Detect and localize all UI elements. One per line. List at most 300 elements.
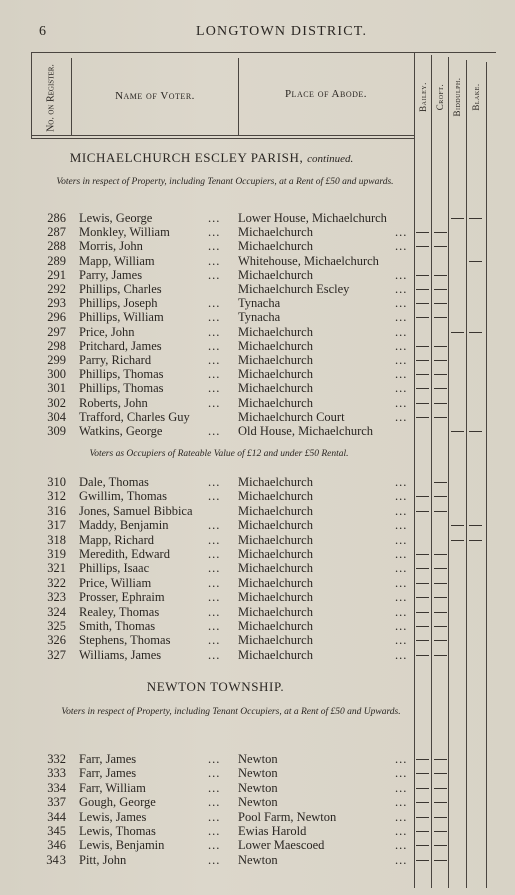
leader-dots: ... — [208, 780, 221, 795]
vote-mark — [451, 431, 464, 432]
voter-name: Pritchard, James — [79, 338, 162, 353]
voter-name: Williams, James — [79, 647, 162, 662]
vote-mark — [416, 568, 429, 569]
register-number: 316 — [47, 503, 66, 518]
voter-row — [0, 752, 515, 766]
leader-dots: ... — [208, 561, 221, 576]
voter-name: Trafford, Charles Guy — [79, 409, 190, 424]
register-number: 319 — [47, 547, 66, 561]
leader-dots: ... — [208, 809, 221, 824]
place-of-abode: Michaelchurch — [238, 239, 313, 254]
register-number: 34 3 — [46, 852, 66, 867]
voter-name: Farr, James — [79, 766, 137, 781]
leader-dots: ... — [395, 282, 408, 296]
vote-mark — [416, 788, 429, 789]
vote-mark — [434, 568, 447, 569]
voter-name: Phillips, William — [79, 310, 164, 325]
voter-name: Lewis, Thomas — [79, 824, 156, 838]
vote-mark — [416, 275, 429, 276]
vote-mark — [434, 626, 447, 627]
place-of-abode: Michaelchurch — [238, 381, 313, 396]
vote-mark — [416, 583, 429, 584]
leader-dots: ... — [395, 838, 408, 853]
qualification-rateable-value: Voters as Occupiers of Rateable Value of £12 and under £50 Rental. — [89, 449, 349, 459]
place-of-abode: Newton — [238, 780, 278, 795]
register-number: 327 — [47, 647, 66, 662]
voter-name: Jones, Samuel Bibbica — [79, 503, 193, 518]
leader-dots: ... — [208, 838, 221, 853]
voter-name: Meredith, Edward — [79, 547, 170, 561]
vote-mark — [434, 346, 447, 347]
voter-name: Farr, James — [79, 752, 137, 766]
place-of-abode: Michaelchurch — [238, 604, 313, 619]
header-bottom-rule — [31, 135, 414, 136]
voter-name: Dale, Thomas — [79, 475, 149, 489]
voter-row — [0, 225, 515, 239]
leader-dots: ... — [208, 225, 221, 240]
vote-mark — [416, 317, 429, 318]
register-number: 293 — [47, 296, 66, 311]
leader-dots: ... — [208, 824, 221, 838]
vote-mark — [469, 431, 482, 432]
section-title-michaelchurch: MICHAELCHURCH ESCLEY PARISH, continued. — [69, 150, 354, 165]
leader-dots: ... — [208, 766, 221, 781]
vote-mark — [416, 374, 429, 375]
voter-row — [0, 211, 515, 225]
register-number: 289 — [47, 253, 66, 268]
vote-mark — [469, 332, 482, 333]
voter-row — [0, 633, 515, 647]
leader-dots: ... — [208, 633, 221, 648]
register-number: 304 — [47, 409, 66, 424]
vote-mark — [469, 525, 482, 526]
voter-row — [0, 296, 515, 310]
leader-dots: ... — [208, 353, 221, 367]
candidate-header-bailey: Bailey. — [418, 82, 428, 112]
vote-mark — [434, 246, 447, 247]
vote-mark — [434, 640, 447, 641]
district-title: LONGTOWN DISTRICT. — [196, 24, 368, 39]
leader-dots: ... — [208, 575, 221, 590]
leader-dots: ... — [208, 532, 221, 547]
register-number: 309 — [47, 424, 66, 438]
leader-dots: ... — [208, 852, 221, 867]
register-number: 332 — [47, 752, 66, 766]
register-number: 317 — [47, 518, 66, 533]
leader-dots: ... — [208, 395, 221, 410]
qualification-newton-property: Voters in respect of Property, including Tenant Occupiers, at a Rent of £50 and Upwards. — [61, 707, 401, 717]
vote-mark — [469, 218, 482, 219]
vote-mark — [469, 261, 482, 262]
voter-name: Stephens, Thomas — [79, 633, 171, 648]
register-number: 326 — [47, 633, 66, 648]
header-top-rule — [31, 52, 496, 53]
register-number: 286 — [47, 211, 66, 225]
place-of-abode: Michaelchurch — [238, 647, 313, 662]
place-of-abode: Old House, Michaelchurch — [238, 424, 374, 438]
place-of-abode: Michaelchurch — [238, 489, 313, 504]
vote-mark — [451, 540, 464, 541]
register-number: 298 — [47, 338, 66, 353]
vote-mark — [416, 346, 429, 347]
place-of-abode: Michaelchurch — [238, 367, 313, 382]
place-of-abode: Newton — [238, 795, 278, 810]
place-of-abode: Pool Farm, Newton — [238, 809, 337, 824]
leader-dots: ... — [208, 367, 221, 382]
candidate-header-biddulph: Biddulph. — [452, 77, 462, 117]
leader-dots: ... — [395, 752, 408, 766]
leader-dots: ... — [208, 424, 221, 438]
vote-mark — [416, 303, 429, 304]
vote-mark — [416, 597, 429, 598]
vote-mark — [416, 626, 429, 627]
voter-row — [0, 367, 515, 381]
voter-name: Mapp, Richard — [79, 532, 154, 547]
register-number: 288 — [47, 239, 66, 254]
register-number: 312 — [47, 489, 66, 504]
place-of-abode: Michaelchurch — [238, 575, 313, 590]
voter-name: Mapp, William — [79, 253, 155, 268]
voter-name: Price, William — [79, 575, 152, 590]
place-of-abode: Michaelchurch Escley — [238, 282, 350, 296]
register-number: 310 — [47, 475, 66, 489]
leader-dots: ... — [395, 310, 408, 325]
leader-dots: ... — [208, 795, 221, 810]
place-of-abode: Michaelchurch — [238, 590, 313, 605]
leader-dots: ... — [395, 647, 408, 662]
voter-name: Phillips, Charles — [79, 282, 162, 296]
leader-dots: ... — [395, 809, 408, 824]
place-of-abode: Tynacha — [238, 310, 281, 325]
register-number: 344 — [47, 809, 66, 824]
voter-row — [0, 475, 515, 489]
place-of-abode: Newton — [238, 752, 278, 766]
voter-row — [0, 396, 515, 410]
vote-mark — [416, 640, 429, 641]
register-number: 334 — [47, 780, 66, 795]
place-of-abode: Tynacha — [238, 296, 281, 311]
leader-dots: ... — [208, 211, 221, 225]
leader-dots: ... — [208, 267, 221, 282]
place-of-abode: Michaelchurch — [238, 395, 313, 410]
leader-dots: ... — [395, 338, 408, 353]
register-number: 301 — [47, 381, 66, 396]
leader-dots: ... — [395, 367, 408, 382]
place-of-abode-header: Place of Abode. — [284, 88, 368, 100]
voter-name: Prosser, Ephraim — [79, 590, 165, 605]
place-of-abode: Michaelchurch — [238, 503, 313, 518]
place-of-abode: Whitehouse, Michaelchurch — [238, 253, 379, 268]
vote-mark — [416, 802, 429, 803]
voter-row — [0, 504, 515, 518]
voter-name: Roberts, John — [79, 395, 148, 410]
voter-name: Farr, William — [79, 780, 146, 795]
leader-dots: ... — [208, 253, 221, 268]
vote-mark — [416, 246, 429, 247]
voter-name: Parry, James — [79, 267, 143, 282]
voter-name: Phillips, Thomas — [79, 381, 164, 396]
place-of-abode: Michaelchurch Court — [238, 409, 345, 424]
register-number: 322 — [47, 575, 66, 590]
leader-dots: ... — [395, 766, 408, 781]
vote-mark — [416, 845, 429, 846]
voter-name: Phillips, Joseph — [79, 296, 158, 311]
vote-mark — [434, 232, 447, 233]
voter-name: Morris, John — [79, 239, 143, 254]
vote-mark — [451, 332, 464, 333]
leader-dots: ... — [208, 239, 221, 254]
leader-dots: ... — [395, 532, 408, 547]
voter-name: Realey, Thomas — [79, 604, 160, 619]
voter-row — [0, 325, 515, 339]
leader-dots: ... — [395, 780, 408, 795]
leader-dots: ... — [395, 619, 408, 633]
voter-name: Gwillim, Thomas — [79, 489, 167, 504]
vote-mark — [451, 218, 464, 219]
running-head — [0, 24, 515, 44]
place-of-abode: Michaelchurch — [238, 353, 313, 367]
voter-row — [0, 838, 515, 852]
register-number: 299 — [47, 353, 66, 367]
vote-mark — [416, 612, 429, 613]
place-of-abode: Newton — [238, 766, 278, 781]
vote-mark — [434, 612, 447, 613]
leader-dots: ... — [395, 353, 408, 367]
leader-dots: ... — [395, 267, 408, 282]
voter-row — [0, 310, 515, 324]
place-of-abode: Ewias Harold — [238, 824, 307, 838]
vote-mark — [451, 525, 464, 526]
voter-row — [0, 410, 515, 424]
leader-dots: ... — [395, 503, 408, 518]
vote-mark — [416, 831, 429, 832]
vote-mark — [416, 403, 429, 404]
vote-mark — [434, 388, 447, 389]
vote-mark — [434, 289, 447, 290]
leader-dots: ... — [395, 604, 408, 619]
voter-row — [0, 533, 515, 547]
vote-mark — [416, 817, 429, 818]
place-of-abode: Michaelchurch — [238, 518, 313, 533]
voter-row — [0, 605, 515, 619]
leader-dots: ... — [395, 852, 408, 867]
voter-row — [0, 339, 515, 353]
voter-row — [0, 518, 515, 532]
place-of-abode: Michaelchurch — [238, 619, 313, 633]
voter-name: Pitt, John — [79, 852, 127, 867]
register-number: 333 — [47, 766, 66, 781]
header-bottom-rule-2 — [31, 138, 414, 139]
register-number: 302 — [47, 395, 66, 410]
candidate-header-blake: Blake. — [471, 83, 481, 111]
register-number: 324 — [47, 604, 66, 619]
place-of-abode: Michaelchurch — [238, 532, 313, 547]
voter-row — [0, 254, 515, 268]
leader-dots: ... — [395, 395, 408, 410]
voter-row — [0, 268, 515, 282]
voter-name: Price, John — [79, 324, 135, 339]
voter-name: Maddy, Benjamin — [79, 518, 169, 533]
voter-row — [0, 648, 515, 662]
voter-row — [0, 547, 515, 561]
voter-row — [0, 853, 515, 867]
leader-dots: ... — [208, 296, 221, 311]
qualification-property-rent: Voters in respect of Property, including Tenant Occupiers, at a Rent of £50 and upwards. — [56, 177, 394, 187]
register-number: 318 — [47, 532, 66, 547]
vote-mark — [434, 773, 447, 774]
register-number: 292 — [47, 282, 66, 296]
place-of-abode: Michaelchurch — [238, 547, 313, 561]
vote-mark — [434, 374, 447, 375]
vote-mark — [434, 317, 447, 318]
leader-dots: ... — [395, 633, 408, 648]
leader-dots: ... — [208, 619, 221, 633]
voter-row — [0, 824, 515, 838]
voter-row — [0, 795, 515, 809]
voter-row — [0, 766, 515, 780]
place-of-abode: Michaelchurch — [238, 324, 313, 339]
voter-row — [0, 576, 515, 590]
section-title-newton: NEWTON TOWNSHIP. — [146, 679, 285, 694]
voter-name: Parry, Richard — [79, 353, 152, 367]
vote-mark — [434, 303, 447, 304]
place-of-abode: Michaelchurch — [238, 475, 313, 489]
leader-dots: ... — [395, 409, 408, 424]
voter-row — [0, 381, 515, 395]
leader-dots: ... — [395, 575, 408, 590]
vote-mark — [434, 403, 447, 404]
vote-mark — [416, 655, 429, 656]
register-number-header: No. on Register. — [45, 64, 57, 132]
vote-mark — [416, 417, 429, 418]
leader-dots: ... — [208, 489, 221, 504]
voter-row — [0, 282, 515, 296]
register-number: 296 — [47, 310, 66, 325]
leader-dots: ... — [395, 824, 408, 838]
leader-dots: ... — [208, 604, 221, 619]
register-number: 337 — [47, 795, 66, 810]
vote-mark — [434, 511, 447, 512]
place-of-abode: Lower Maescoed — [238, 838, 325, 853]
place-of-abode: Michaelchurch — [238, 561, 313, 576]
vote-mark — [416, 496, 429, 497]
vote-mark — [416, 388, 429, 389]
leader-dots: ... — [208, 310, 221, 325]
register-number: 346 — [47, 838, 66, 853]
leader-dots: ... — [395, 561, 408, 576]
voter-name: Watkins, George — [79, 424, 163, 438]
voter-name: Gough, George — [79, 795, 156, 810]
vote-mark — [434, 417, 447, 418]
vote-mark — [416, 773, 429, 774]
candidate-header-croft: Croft. — [435, 83, 445, 111]
register-number: 345 — [47, 824, 66, 838]
register-number: 323 — [47, 590, 66, 605]
leader-dots: ... — [395, 324, 408, 339]
leader-dots: ... — [395, 475, 408, 489]
vote-mark — [434, 482, 447, 483]
leader-dots: ... — [208, 518, 221, 533]
place-of-abode: Michaelchurch — [238, 633, 313, 648]
register-number: 291 — [47, 267, 66, 282]
leader-dots: ... — [395, 795, 408, 810]
leader-dots: ... — [208, 590, 221, 605]
leader-dots: ... — [208, 752, 221, 766]
leader-dots: ... — [208, 475, 221, 489]
register-number: 287 — [47, 225, 66, 240]
leader-dots: ... — [208, 381, 221, 396]
voter-row — [0, 590, 515, 604]
vote-mark — [416, 511, 429, 512]
register-number: 321 — [47, 561, 66, 576]
vote-mark — [434, 759, 447, 760]
register-number: 300 — [47, 367, 66, 382]
leader-dots: ... — [395, 296, 408, 311]
vote-mark — [434, 583, 447, 584]
vote-mark — [434, 860, 447, 861]
page-number: 6 — [39, 24, 46, 39]
voter-row — [0, 239, 515, 253]
voter-row — [0, 810, 515, 824]
vote-mark — [416, 360, 429, 361]
leader-dots: ... — [395, 590, 408, 605]
voter-row — [0, 353, 515, 367]
voter-name: Phillips, Isaac — [79, 561, 150, 576]
leader-dots: ... — [395, 381, 408, 396]
voter-row — [0, 619, 515, 633]
vote-mark — [434, 788, 447, 789]
voter-row — [0, 489, 515, 503]
voter-row — [0, 781, 515, 795]
vote-mark — [434, 275, 447, 276]
place-of-abode: Michaelchurch — [238, 338, 313, 353]
vote-mark — [434, 802, 447, 803]
voter-name-header: Name of Voter. — [115, 90, 195, 102]
voter-name: Lewis, Benjamin — [79, 838, 165, 853]
vote-mark — [434, 360, 447, 361]
leader-dots: ... — [395, 239, 408, 254]
vote-mark — [434, 817, 447, 818]
voter-name: Smith, Thomas — [79, 619, 156, 633]
vote-mark — [469, 540, 482, 541]
vote-mark — [416, 289, 429, 290]
leader-dots: ... — [208, 647, 221, 662]
voter-name: Phillips, Thomas — [79, 367, 164, 382]
vote-mark — [434, 655, 447, 656]
vote-mark — [416, 860, 429, 861]
vote-mark — [434, 496, 447, 497]
place-of-abode: Michaelchurch — [238, 225, 313, 240]
place-of-abode: Lower House, Michaelchurch — [238, 211, 387, 225]
voter-name: Lewis, James — [79, 809, 147, 824]
voter-name: Lewis, George — [79, 211, 153, 225]
place-of-abode: Newton — [238, 852, 278, 867]
vote-mark — [434, 831, 447, 832]
vote-mark — [434, 845, 447, 846]
register-number: 297 — [47, 324, 66, 339]
vote-mark — [416, 554, 429, 555]
voter-row — [0, 424, 515, 438]
register-number: 325 — [47, 619, 66, 633]
vote-mark — [434, 554, 447, 555]
voter-row — [0, 561, 515, 575]
leader-dots: ... — [395, 547, 408, 561]
leader-dots: ... — [395, 518, 408, 533]
vote-mark — [416, 232, 429, 233]
vote-mark — [434, 597, 447, 598]
vote-mark — [416, 759, 429, 760]
place-of-abode: Michaelchurch — [238, 267, 313, 282]
